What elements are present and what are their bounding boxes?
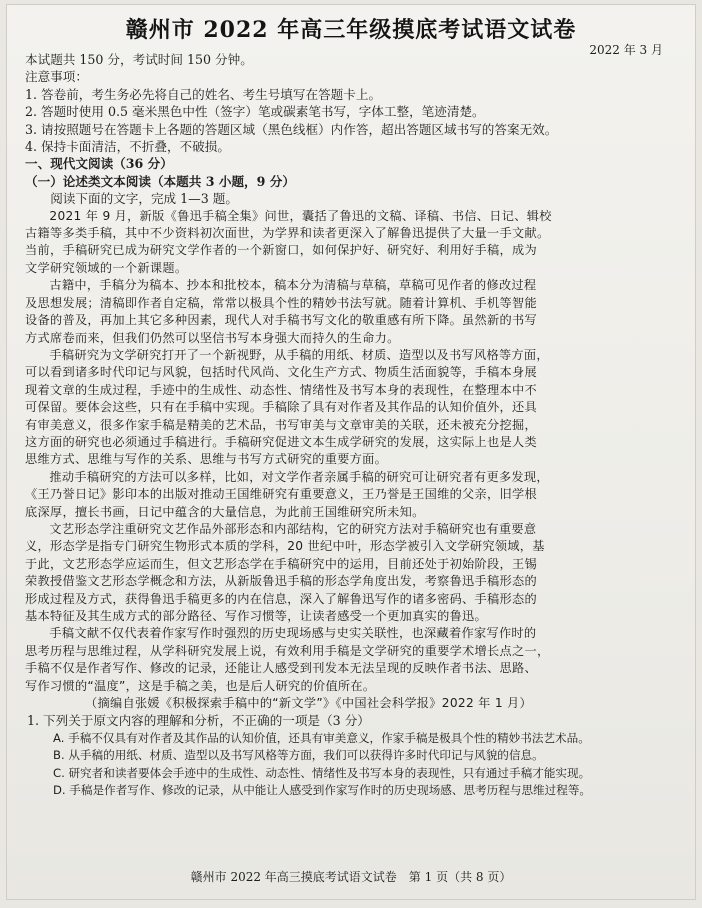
exam-date: 2022 年 3 月 xyxy=(589,43,663,57)
passage-line: 古籍等多类手稿，其中不少资料初次面世，为学界和读者更深入了解鲁迅提供了大量一手文献。 xyxy=(25,226,550,241)
passage-line: 有审美意义，很多作家手稿是精美的艺术品，书写审美与文章审美的关联，还未被充分挖掘， xyxy=(25,417,537,432)
reading-prompt: 阅读下面的文字，完成 1—3 题。 xyxy=(50,191,238,207)
passage-line: 这方面的研究也必须通过手稿进行。手稿研究促进文本生成学研究的发展，这实际上也是人类 xyxy=(25,434,537,449)
passage-line: 当前，手稿研究已成为研究文学作者的一个新窗口，如何保护好、研究好、利用好手稿，成为 xyxy=(25,243,537,258)
passage-line: 手稿文献不仅代表着作家写作时强烈的历史现场感与史实关联性，也深藏着作家写作时的 xyxy=(49,626,537,641)
passage-line: 文学研究领域的一个新课题。 xyxy=(25,260,188,275)
passage-line: 《王乃誉日记》影印本的出版对推动王国维研究有重要意义，王乃誉是王国维的父亲，旧学根 xyxy=(25,487,537,502)
passage-line: 推动手稿研究的方法可以多样，比如，对文学作者亲属手稿的研究可让研究者有更多发现， xyxy=(49,469,549,484)
passage-line: 方式席卷而来，但我们仍然可以坚信书写本身强大而持久的生命力。 xyxy=(25,330,400,345)
passage-source: （摘编自张媛《积极探索手稿中的“新文学”》《中国社会科学报》2022 年 1 月） xyxy=(85,696,533,711)
passage-line: 思维方式、思维与写作的关系、思维与书写方式研究的重要方面。 xyxy=(25,452,388,467)
passage-line: 形成过程及方式，获得鲁迅手稿更多的内在信息，深入了解鲁迅写作的诸多密码、手稿形态的 xyxy=(25,591,537,606)
section-heading: 一、现代文阅读（36 分） xyxy=(25,156,173,172)
passage xyxy=(25,208,677,713)
passage-line: 现着文章的生成过程，手迹中的生成性、动态性、情绪性及书写本身的表现性，在整理本中不 xyxy=(25,382,537,397)
instruction-line: 2. 答题时使用 0.5 毫米黑色中性（签字）笔或碳素笔书写，字体工整，笔迹清楚。 xyxy=(25,104,485,120)
passage-line: 手稿研究为文学研究打开了一个新视野，从手稿的用纸、材质、造型以及书写风格等方面， xyxy=(49,347,549,362)
exam-page xyxy=(6,4,696,900)
passage-line: 于此，文艺形态学应运而生，但文艺形态学在手稿研究中的运用，目前还处于初始阶段，王锡 xyxy=(25,556,537,571)
passage-line: 义，形态学是指专门研究生物形式本质的学科，20 世纪中叶，形态学被引入文学研究领域，基 xyxy=(25,539,545,554)
question-1-option-a: A. 手稿不仅具有对作者及其作品的认知价值，还具有审美意义，作家手稿是极具个性的精妙书法艺术品。 xyxy=(53,730,590,745)
passage-line: 写作习惯的“温度”，这是手稿之美，也是后人研究的价值所在。 xyxy=(25,678,376,693)
passage-line: 2021 年 9 月，新版《鲁迅手稿全集》问世，囊括了鲁迅的文稿、译稿、书信、日记、辑校 xyxy=(49,208,552,223)
instruction-line: 4. 保持卡面清洁，不折叠，不破损。 xyxy=(25,139,230,155)
instruction-line: 1. 答卷前，考生务必先将自己的姓名、考生号填写在答题卡上。 xyxy=(25,86,382,102)
subsection-heading: （一）论述类文本阅读（本题共 3 小题，9 分） xyxy=(25,173,295,189)
passage-line: 及思想发展；清稿即作者自定稿，常常以极具个性的精妙书法写就。随着计算机、手机等智能 xyxy=(25,295,537,310)
passage-line: 古籍中，手稿分为稿本、抄本和批校本，稿本分为清稿与草稿，草稿可见作者的修改过程 xyxy=(49,278,537,293)
passage-line: 基本特征及其生成方式的部分路径、写作习惯等，让读者感受一个更加真实的鲁迅。 xyxy=(25,609,488,623)
question-1-option-c: C. 研究者和读者要体会手迹中的生成性、动态性、情绪性及书写本身的表现性，只有通过手稿才能实现。 xyxy=(53,765,591,780)
passage-line: 荣教授借鉴文艺形态学概念和方法，从新版鲁迅手稿的形态学角度出发，考察鲁迅手稿形态的 xyxy=(25,574,537,589)
question-1-option-d: D. 手稿是作者写作、修改的记录，从中能让人感受到作家写作时的历史现场感、思考历程与思维过程等。 xyxy=(53,783,592,798)
passage-line: 文艺形态学注重研究文艺作品外部形态和内部结构，它的研究方法对手稿研究也有重要意 xyxy=(49,521,537,536)
instruction-line: 3. 请按照题号在答题卡上各题的答题区域（黑色线框）内作答，超出答题区域书写的答案无效。 xyxy=(25,121,558,137)
passage-line: 手稿不仅是作者写作、修改的记录，还能让人感受到刊发本无法呈现的反映作者书法、思路、 xyxy=(25,661,537,676)
passage-line: 思考历程与思维过程，从学科研究发展上说，有效利用手稿是文学研究的重要学术增长点之一， xyxy=(25,643,550,658)
passage-line: 可保留。要体会这些，只有在手稿中实现。手稿除了具有对作者及其作品的认知价值外，还具 xyxy=(25,400,537,415)
passage-line: 底深厚，擅长书画，日记中蕴含的大量信息，为此前王国维研究所未知。 xyxy=(25,504,425,519)
passage-line: 可以看到诸多时代印记与风貌，包括时代风尚、文化生产方式、物质生活面貌等，手稿本身展 xyxy=(25,365,537,380)
passage-line: 设备的普及，再加上其它多种因素，现代人对手稿书写文化的敬重感有所下降。虽然新的书写 xyxy=(25,313,537,328)
exam-title: 赣州市 2022 年高三年级摸底考试语文试卷 xyxy=(125,17,577,43)
page-footer: 赣州市 2022 年高三摸底考试语文试卷 第 1 页（共 8 页） xyxy=(190,870,512,884)
question-1-option-b: B. 从手稿的用纸、材质、造型以及书写风格等方面，我们可以获得许多时代印记与风貌的信息。 xyxy=(53,748,544,763)
instruction-line: 本试题共 150 分，考试时间 150 分钟。 xyxy=(25,52,253,67)
exam-body xyxy=(25,51,677,799)
instruction-line: 注意事项： xyxy=(25,69,88,85)
question-1-stem: 1. 下列关于原文内容的理解和分析，不正确的一项是（3 分） xyxy=(27,713,370,729)
